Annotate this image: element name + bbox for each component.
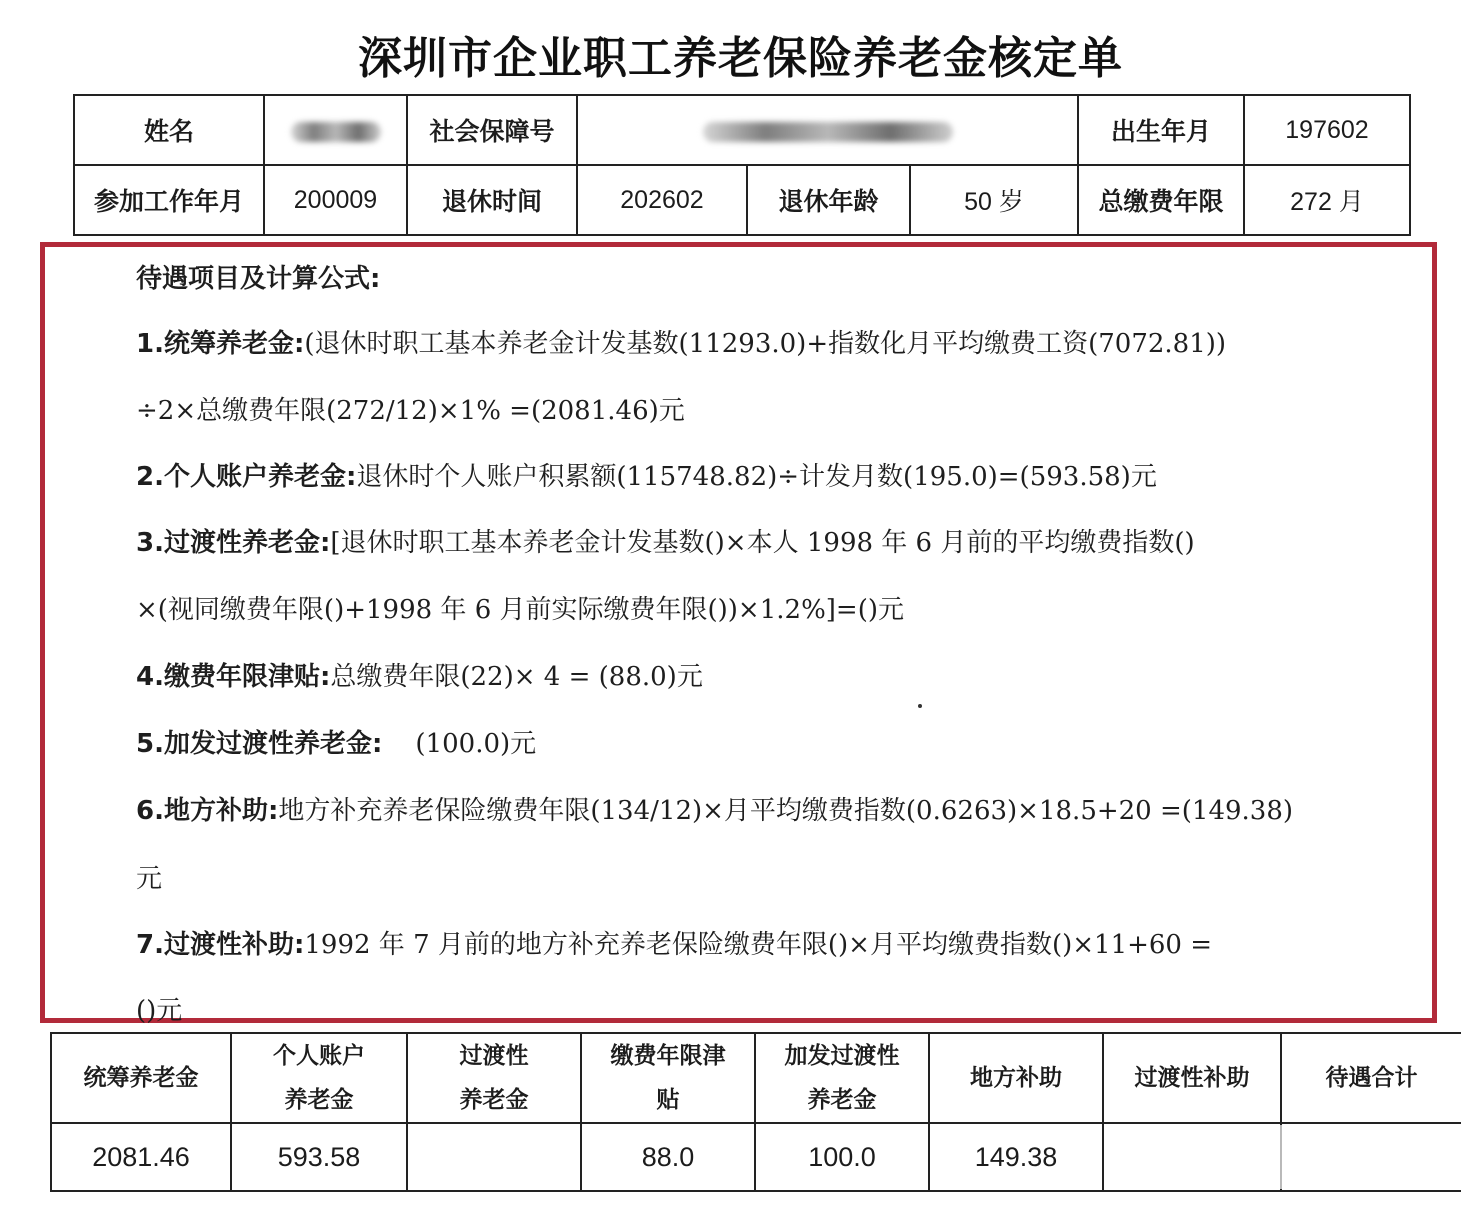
work-start-label: 参加工作年月 — [74, 165, 264, 235]
header-cell: 过渡性补助 — [1103, 1033, 1281, 1123]
formula-text: (100.0)元 — [382, 729, 537, 759]
redaction-blur — [703, 122, 953, 142]
formula-line — [136, 858, 1426, 895]
work-start-value: 200009 — [264, 165, 407, 235]
formula-label: 4.缴费年限津贴: — [136, 662, 331, 692]
header-cell: 加发过渡性 养老金 — [755, 1033, 929, 1123]
header-cell: 过渡性 养老金 — [407, 1033, 581, 1123]
formula-text: 退休时个人账户积累额(115748.82)÷计发月数(195.0)=(593.58)元 — [356, 462, 1157, 492]
formula-text: ()元 — [136, 996, 183, 1026]
retire-time-label: 退休时间 — [407, 165, 577, 235]
ssn-value-redacted — [577, 95, 1078, 165]
value-cell: 149.38 — [929, 1123, 1103, 1191]
stray-mark — [918, 704, 922, 708]
formula-line — [136, 790, 1426, 827]
header-cell: 缴费年限津 贴 — [581, 1033, 755, 1123]
retire-age-value: 50 岁 — [910, 165, 1078, 235]
personal-info-table — [73, 94, 1409, 234]
total-years-value: 272 月 — [1244, 165, 1410, 235]
formula-text: 地方补充养老保险缴费年限(134/12)×月平均缴费指数(0.6263)×18.5+20 =(149.38) — [278, 796, 1294, 826]
formula-label: 5.加发过渡性养老金: — [136, 729, 383, 759]
birth-value: 197602 — [1244, 95, 1410, 165]
formula-line — [136, 323, 1426, 360]
formula-text: 元 — [136, 864, 163, 894]
redaction-blur — [291, 122, 381, 142]
value-cell: 88.0 — [581, 1123, 755, 1191]
header-cell: 统筹养老金 — [51, 1033, 231, 1123]
value-cell: 2081.46 — [51, 1123, 231, 1191]
formula-line — [136, 390, 1426, 427]
photo-fade — [1160, 1125, 1481, 1189]
formula-line — [136, 924, 1426, 961]
formula-line — [136, 522, 1426, 559]
formula-text: 1992 年 7 月前的地方补充养老保险缴费年限()×月平均缴费指数()×11+60 = — [304, 930, 1213, 960]
ssn-label: 社会保障号 — [407, 95, 577, 165]
name-value-redacted — [264, 95, 407, 165]
name-label: 姓名 — [74, 95, 264, 165]
birth-label: 出生年月 — [1078, 95, 1244, 165]
formula-line — [136, 723, 1426, 760]
value-cell: 100.0 — [755, 1123, 929, 1191]
formula-text: 总缴费年限(22)× 4 = (88.0)元 — [330, 662, 703, 692]
header-cell: 待遇合计 — [1281, 1033, 1461, 1123]
formula-line — [136, 656, 1426, 693]
total-years-label: 总缴费年限 — [1078, 165, 1244, 235]
formula-text: (退休时职工基本养老金计发基数(11293.0)+指数化月平均缴费工资(7072.81)) — [304, 329, 1227, 359]
formula-text: ÷2×总缴费年限(272/12)×1% =(2081.46)元 — [136, 396, 685, 426]
value-cell: 593.58 — [231, 1123, 407, 1191]
retire-age-label: 退休年龄 — [747, 165, 910, 235]
formula-text: [退休时职工基本养老金计发基数()×本人 1998 年 6 月前的平均缴费指数() — [330, 528, 1195, 558]
formula-label: 3.过渡性养老金: — [136, 528, 331, 558]
header-cell: 个人账户 养老金 — [231, 1033, 407, 1123]
formula-text: ×(视同缴费年限()+1998 年 6 月前实际缴费年限())×1.2%]=()元 — [136, 595, 904, 625]
formula-label: 2.个人账户养老金: — [136, 462, 357, 492]
formula-line — [136, 990, 1426, 1027]
formula-label: 1.统筹养老金: — [136, 329, 305, 359]
section-heading: 待遇项目及计算公式: — [136, 264, 381, 294]
formula-label: 7.过渡性补助: — [136, 930, 305, 960]
value-cell — [407, 1123, 581, 1191]
formula-line — [136, 456, 1426, 493]
document-title: 深圳市企业职工养老保险养老金核定单 — [358, 33, 1123, 84]
formula-label: 6.地方补助: — [136, 796, 279, 826]
header-cell: 地方补助 — [929, 1033, 1103, 1123]
retire-time-value: 202602 — [577, 165, 747, 235]
formula-line — [136, 589, 1426, 626]
